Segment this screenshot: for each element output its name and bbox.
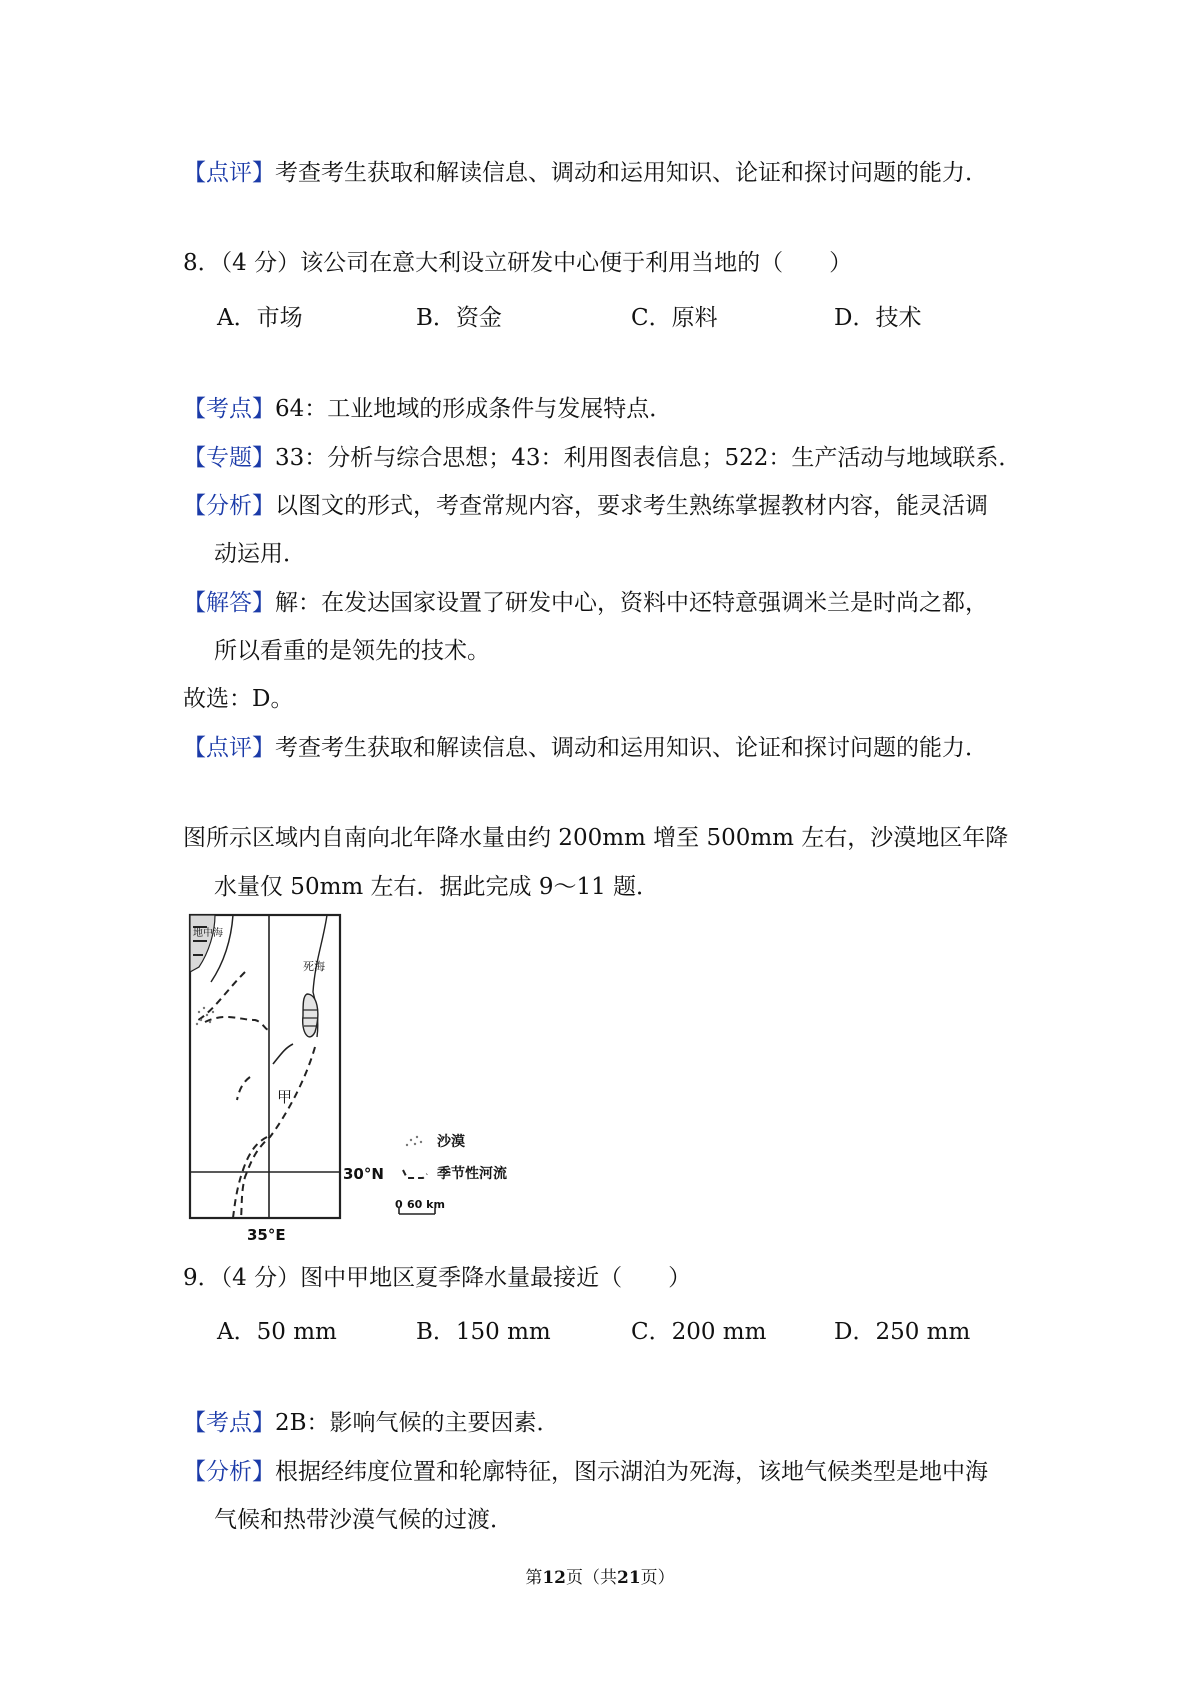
wadi bbox=[273, 1044, 293, 1064]
q8-kaodian: 【考点】64：工业地域的形成条件与发展特点． bbox=[183, 396, 673, 422]
river-5 bbox=[233, 1137, 267, 1218]
sea-area bbox=[190, 915, 215, 972]
q8-jieda: 【解答】解：在发达国家设置了研发中心，资料中还特意强调米兰是时尚之都， bbox=[183, 590, 988, 616]
page-footer: 第12页（共21页） bbox=[525, 1568, 675, 1588]
q8-guxuan: 故选：D。 bbox=[183, 686, 294, 712]
tag-fenxi: 分析 bbox=[206, 493, 252, 519]
q9-kaodian: 【考点】2B：影响气候的主要因素． bbox=[183, 1410, 560, 1436]
q8-option-d: D．技术 bbox=[834, 305, 922, 331]
intro-line-2: 水量仅 50mm 左右．据此完成 9～11 题． bbox=[214, 874, 660, 900]
tag-zhuanti: 专题 bbox=[206, 445, 252, 471]
region-map bbox=[185, 912, 595, 1252]
dead-sea bbox=[303, 994, 318, 1037]
tag-dianping: 点评 bbox=[206, 160, 252, 186]
q9-option-a: A．50 mm bbox=[217, 1319, 337, 1345]
intro-line-1: 图所示区域内自南向北年降水量由约 200mm 增至 500mm 左右，沙漠地区年降 bbox=[183, 825, 1009, 851]
q9-fenxi-cont: 气候和热带沙漠气候的过渡． bbox=[214, 1507, 513, 1533]
region-map-figure bbox=[185, 912, 595, 1252]
q8-jieda-cont: 所以看重的是领先的技术。 bbox=[214, 638, 490, 664]
river-3 bbox=[237, 1077, 250, 1100]
q8-zhuanti: 【专题】33：分析与综合思想；43：利用图表信息；522：生产活动与地域联系． bbox=[183, 445, 1022, 471]
legend-desert-icon bbox=[406, 1136, 422, 1146]
lon-label: 35°E bbox=[247, 1226, 286, 1244]
place-label: 甲 bbox=[277, 1088, 293, 1106]
q9-option-c: C．200 mm bbox=[631, 1319, 767, 1345]
scale-value: 60 km bbox=[407, 1198, 445, 1211]
fenxi-text: 根据经纬度位置和轮廓特征，图示湖泊为死海，该地气候类型是地中海 bbox=[275, 1459, 988, 1485]
q9-option-d: D．250 mm bbox=[834, 1319, 971, 1345]
jieda-text: 解：在发达国家设置了研发中心，资料中还特意强调米兰是时尚之都， bbox=[275, 590, 988, 616]
q9-option-b: B．150 mm bbox=[416, 1319, 551, 1345]
tag-dianping: 点评 bbox=[206, 735, 252, 761]
tag-fenxi: 分析 bbox=[206, 1459, 252, 1485]
tag-bracket: 【 bbox=[183, 160, 206, 186]
scale-zero: 0 bbox=[395, 1198, 403, 1211]
tag-kaodian: 考点 bbox=[206, 396, 252, 422]
page-number: 12 bbox=[542, 1568, 566, 1588]
legend-river-icon bbox=[403, 1170, 427, 1178]
zhuanti-text: 33：分析与综合思想；43：利用图表信息；522：生产活动与地域联系． bbox=[275, 445, 1022, 471]
sea-label: 地中海 bbox=[193, 928, 223, 939]
comment-text: 考查考生获取和解读信息、调动和运用知识、论证和探讨问题的能力． bbox=[275, 160, 988, 186]
lat-label: 30°N bbox=[343, 1165, 384, 1183]
q8-dianping: 【点评】考查考生获取和解读信息、调动和运用知识、论证和探讨问题的能力． bbox=[183, 735, 988, 761]
kaodian-text: 2B：影响气候的主要因素． bbox=[275, 1410, 560, 1436]
legend-river-label: 季节性河流 bbox=[437, 1166, 507, 1182]
fenxi-text: 以图文的形式，考查常规内容，要求考生熟练掌握教材内容，能灵活调 bbox=[275, 493, 988, 519]
q8-fenxi-cont: 动运用． bbox=[214, 541, 306, 567]
q9-fenxi: 【分析】根据经纬度位置和轮廓特征，图示湖泊为死海，该地气候类型是地中海 bbox=[183, 1459, 988, 1485]
comment-line-top bbox=[183, 158, 988, 188]
q8-option-a: A．市场 bbox=[217, 305, 303, 331]
tag-bracket: 】 bbox=[252, 160, 275, 186]
river-4 bbox=[241, 1047, 315, 1218]
river-2 bbox=[205, 1017, 269, 1030]
dianping-text: 考查考生获取和解读信息、调动和运用知识、论证和探讨问题的能力． bbox=[275, 735, 988, 761]
q8-stem: 8．（4 分）该公司在意大利设立研发中心便于利用当地的（ ） bbox=[183, 250, 853, 276]
q8-fenxi: 【分析】以图文的形式，考查常规内容，要求考生熟练掌握教材内容，能灵活调 bbox=[183, 493, 988, 519]
q9-stem: 9．（4 分）图中甲地区夏季降水量最接近（ ） bbox=[183, 1265, 692, 1291]
kaodian-text: 64：工业地域的形成条件与发展特点． bbox=[275, 396, 673, 422]
page-total: 21 bbox=[617, 1568, 641, 1588]
river-1 bbox=[195, 972, 245, 1022]
q8-option-b: B．资金 bbox=[416, 305, 502, 331]
lake-label: 死海 bbox=[303, 960, 325, 973]
q8-option-c: C．原料 bbox=[631, 305, 718, 331]
tag-kaodian: 考点 bbox=[206, 1410, 252, 1436]
tag-jieda: 解答 bbox=[206, 590, 252, 616]
legend-desert-label: 沙漠 bbox=[437, 1134, 465, 1150]
